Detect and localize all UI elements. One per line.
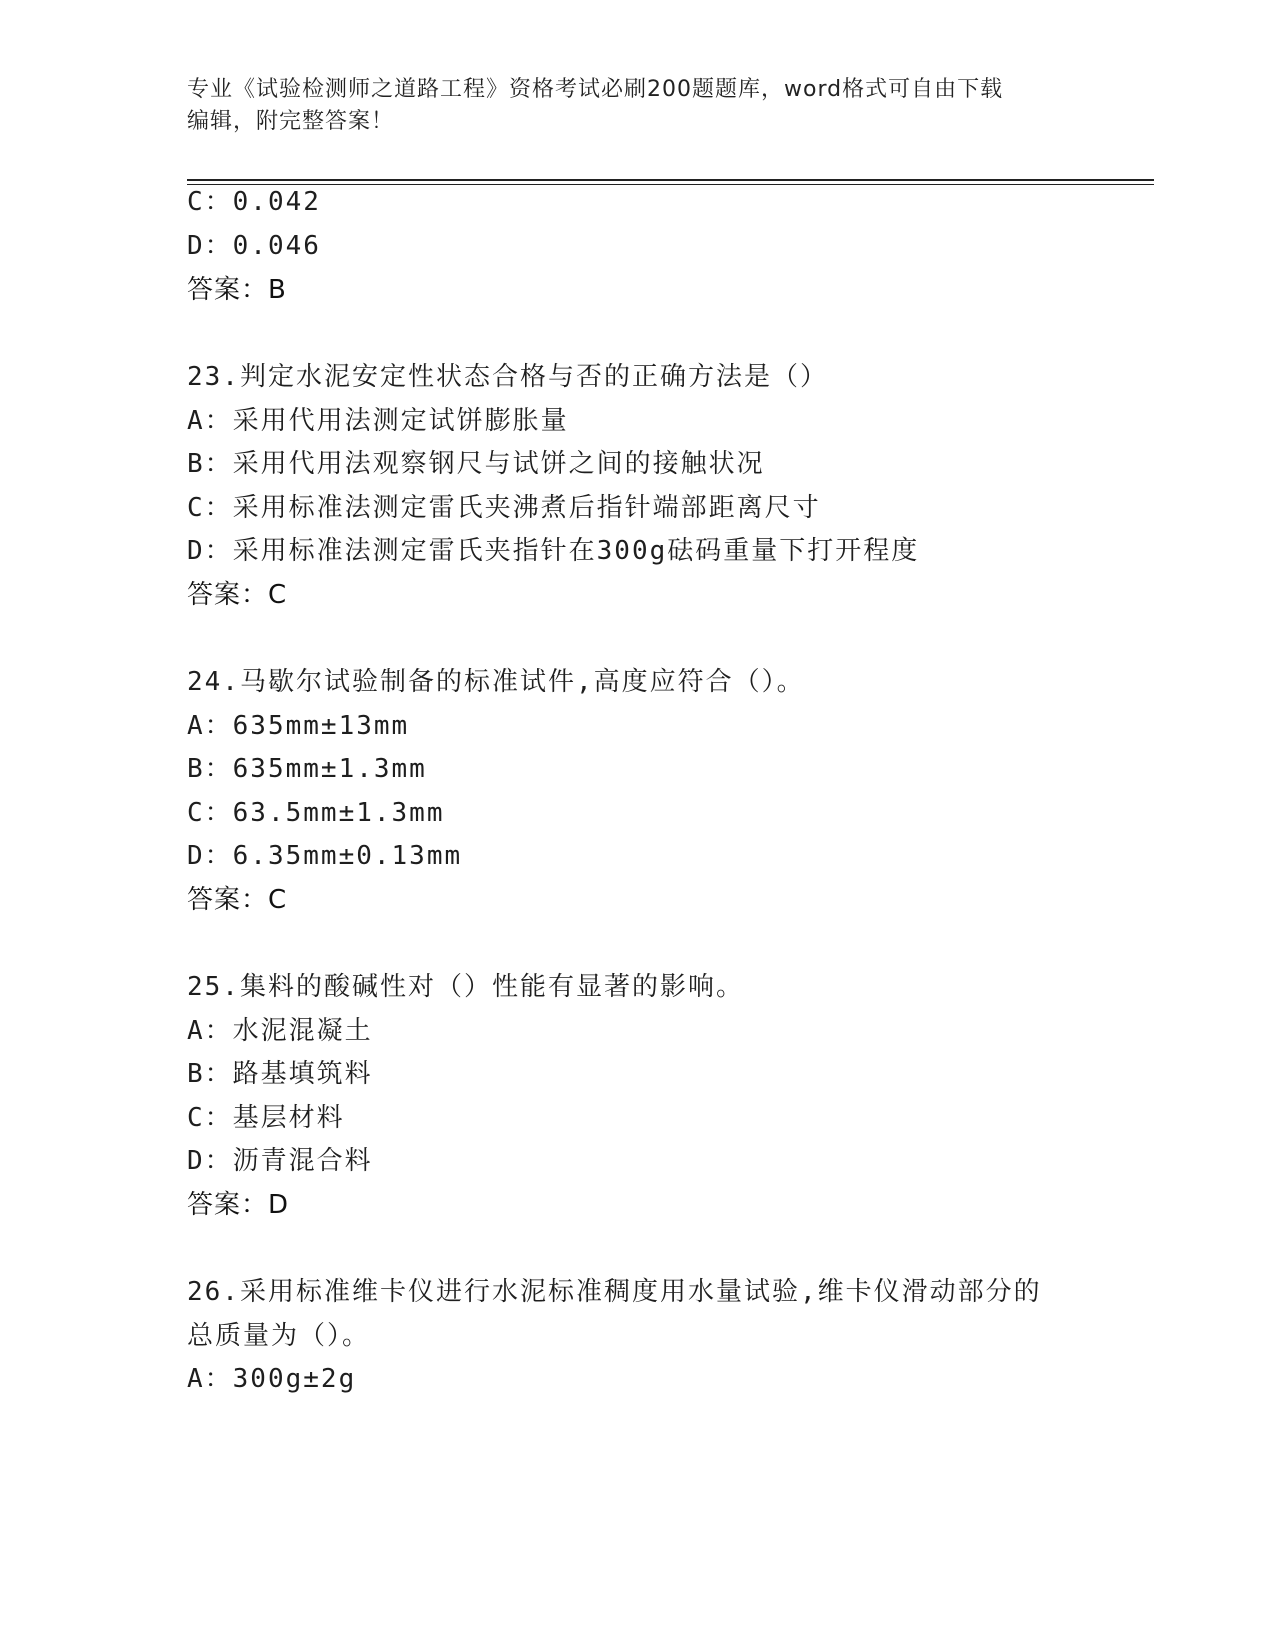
option-c: C：0.042 bbox=[187, 187, 321, 217]
question-23-option-c: C：采用标准法测定雷氏夹沸煮后指针端部距离尺寸 bbox=[187, 493, 821, 523]
question-24-option-d: D：6.35mm±0.13mm bbox=[187, 841, 463, 871]
question-23-answer: 答案：C bbox=[187, 580, 288, 610]
question-23-stem: 23.判定水泥安定性状态合格与否的正确方法是（） bbox=[187, 362, 828, 392]
question-24-answer: 答案：C bbox=[187, 885, 288, 915]
question-25-option-c: C：基层材料 bbox=[187, 1103, 345, 1133]
question-25-stem: 25.集料的酸碱性对（）性能有显著的影响。 bbox=[187, 972, 744, 1002]
question-23-option-d: D：采用标准法测定雷氏夹指针在300g砝码重量下打开程度 bbox=[187, 536, 920, 566]
option-d: D：0.046 bbox=[187, 231, 321, 261]
question-26-stem-line-1: 26.采用标准维卡仪进行水泥标准稠度用水量试验,维卡仪滑动部分的 bbox=[187, 1277, 1042, 1307]
question-23-option-a: A：采用代用法测定试饼膨胀量 bbox=[187, 406, 569, 436]
answer: 答案：B bbox=[187, 275, 287, 305]
question-24-option-b: B：635mm±1.3mm bbox=[187, 754, 427, 784]
question-23-option-b: B：采用代用法观察钢尺与试饼之间的接触状况 bbox=[187, 449, 765, 479]
question-26-option-a: A：300g±2g bbox=[187, 1364, 357, 1394]
question-24-stem: 24.马歇尔试验制备的标准试件,高度应符合（）。 bbox=[187, 667, 805, 697]
header-line-2: 编辑，附完整答案！ bbox=[187, 109, 395, 134]
question-25-option-b: B：路基填筑料 bbox=[187, 1059, 373, 1089]
question-25-option-d: D：沥青混合料 bbox=[187, 1146, 373, 1176]
header-divider-thick bbox=[187, 179, 1154, 181]
header-line-1: 专业《试验检测师之道路工程》资格考试必刷200题题库，word格式可自由下载 bbox=[187, 77, 1004, 102]
question-24-option-c: C：63.5mm±1.3mm bbox=[187, 798, 445, 828]
header-divider-thin bbox=[187, 184, 1154, 185]
page-header bbox=[187, 74, 1087, 138]
question-25-answer: 答案：D bbox=[187, 1190, 290, 1220]
question-25-option-a: A：水泥混凝土 bbox=[187, 1016, 373, 1046]
question-26-stem-line-2: 总质量为（）。 bbox=[187, 1321, 371, 1351]
question-24-option-a: A：635mm±13mm bbox=[187, 711, 410, 741]
